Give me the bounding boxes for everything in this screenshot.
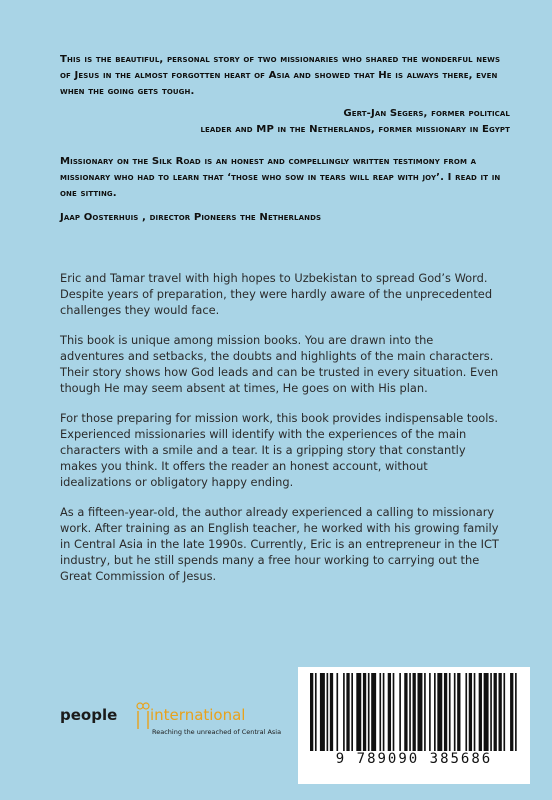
blurb-paragraph-2: This book is unique among mission books. You are drawn into the adventures and setbacks, the doubts and highlights of the main characters. Their story shows how God leads and can be trusted in every situation. Even though He may seem absent at times, He goes on with His plan.: [60, 333, 499, 395]
endorsement-attribution-2: Jaap Oosterhuis , director Pioneers the Netherlands: [60, 212, 322, 223]
logo-tagline: Reaching the unreached of Central Asia: [152, 728, 282, 736]
logo-figure-icon: [136, 702, 150, 732]
barcode-bars: [310, 673, 520, 751]
blurb: [60, 270, 500, 598]
attribution-1-line-2: leader and MP in the Netherlands, former missionary in Egypt: [200, 124, 510, 135]
publisher-logo: [60, 704, 300, 744]
endorsement-quote-2: Missionary on the Silk Road is an honest and compellingly written testimony from a missionary who had to learn that ‘those who sow in tears will reap with joy’. I read it in one sitting.: [60, 156, 501, 199]
logo-word-international: international: [150, 706, 246, 724]
attribution-1-line-1: Gert-Jan Segers, former political: [343, 108, 510, 119]
blurb-paragraph-1: Eric and Tamar travel with high hopes to Uzbekistan to spread God’s Word. Despite years of preparation, they were hardly aware of the unprecedented challenges they would face.: [60, 271, 493, 317]
blurb-paragraph-4: As a fifteen-year-old, the author already experienced a calling to missionary work. After training as an English teacher, he worked with his growing family in Central Asia in the late 1990s. Currently, Eric is an entrepreneur in the ICT industry, but he still spends many a free hour working to carrying out the Great Commission of Jesus.: [60, 505, 499, 583]
blurb-paragraph-3: For those preparing for mission work, this book provides indispensable tools. Experienced missionaries will identify with the experiences of the main characters with a smile and a tear. It is a gripping story that constantly makes you think. It offers the reader an honest account, without idealizations or obligatory happy ending.: [60, 411, 498, 489]
logo-word-people: people: [60, 706, 118, 724]
endorsement-quote-1: This is the beautiful, personal story of two missionaries who shared the wonderful news of Jesus in the almost forgotten heart of Asia and showed that He is always there, even when the going gets tough.: [60, 54, 501, 97]
endorsements: [60, 52, 510, 226]
barcode-digits: 9 789090 385686: [335, 751, 493, 767]
endorsement-attribution-1: [60, 106, 510, 138]
isbn-barcode: [298, 667, 530, 784]
